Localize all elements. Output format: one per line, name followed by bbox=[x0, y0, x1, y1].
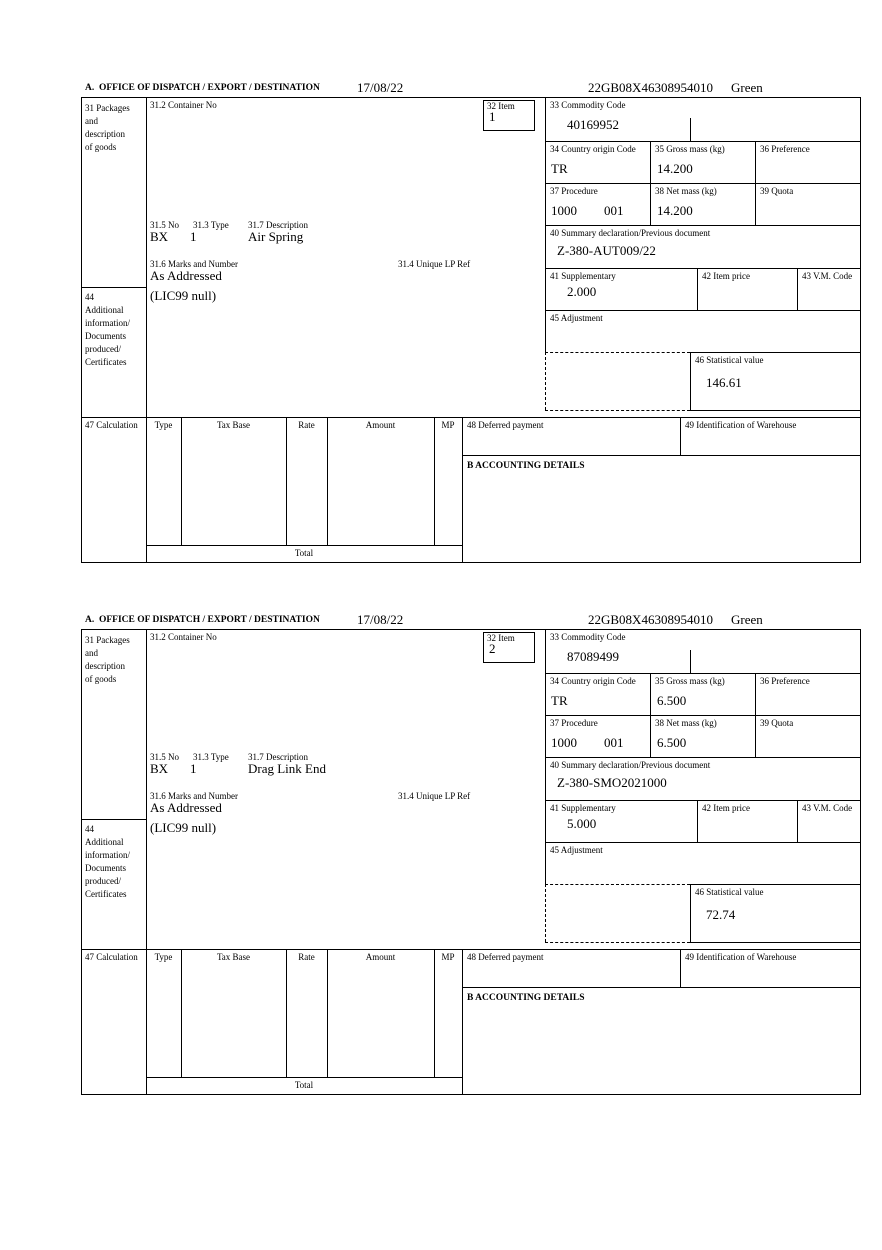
total-row-label: Total bbox=[294, 548, 314, 558]
grid-line bbox=[286, 417, 287, 545]
form-outline bbox=[81, 97, 861, 563]
item-price-label: 42 Item price bbox=[702, 803, 750, 813]
country-origin-value: TR bbox=[551, 161, 568, 176]
gross-mass-label: 35 Gross mass (kg) bbox=[655, 144, 725, 154]
grid-line bbox=[545, 268, 861, 269]
item-number-label: 32 Item bbox=[487, 101, 515, 111]
office-of-dispatch-heading: A. OFFICE OF DISPATCH / EXPORT / DESTINATION bbox=[85, 83, 320, 93]
additional-info-label-line: information/ bbox=[85, 318, 130, 328]
rate-column-header: Rate bbox=[298, 952, 315, 962]
packages-label-line: and bbox=[85, 116, 98, 126]
packages-label-line: of goods bbox=[85, 142, 117, 152]
grid-line bbox=[690, 884, 691, 942]
deferred-payment-label: 48 Deferred payment bbox=[467, 952, 544, 962]
additional-info-label-line: Certificates bbox=[85, 889, 127, 899]
grid-line bbox=[327, 949, 328, 1077]
gross-mass-label: 35 Gross mass (kg) bbox=[655, 676, 725, 686]
country-origin-value: TR bbox=[551, 693, 568, 708]
grid-line bbox=[545, 800, 861, 801]
additional-info-label-line: Certificates bbox=[85, 357, 127, 367]
item-price-label: 42 Item price bbox=[702, 271, 750, 281]
commodity-code-value: 40169952 bbox=[567, 117, 619, 132]
procedure-label: 37 Procedure bbox=[550, 186, 598, 196]
total-row-label: Total bbox=[294, 1080, 314, 1090]
grid-line bbox=[81, 287, 146, 288]
quota-label: 39 Quota bbox=[760, 718, 794, 728]
grid-line bbox=[545, 673, 861, 674]
marks-label: 31.6 Marks and Number bbox=[150, 259, 238, 269]
goods-description-value: Air Spring bbox=[248, 229, 304, 244]
accounting-details-heading: B ACCOUNTING DETAILS bbox=[467, 993, 585, 1003]
grid-line bbox=[462, 987, 861, 988]
package-type-value: 1 bbox=[190, 229, 197, 244]
package-type-value: 1 bbox=[190, 761, 197, 776]
package-no-label: 31.5 No bbox=[150, 220, 179, 230]
goods-description-value: Drag Link End bbox=[248, 761, 326, 776]
grid-line bbox=[545, 310, 861, 311]
country-origin-label: 34 Country origin Code bbox=[550, 676, 636, 686]
calculation-label: 47 Calculation bbox=[85, 420, 138, 430]
supplementary-value: 5.000 bbox=[567, 816, 597, 831]
supplementary-label: 41 Supplementary bbox=[550, 271, 616, 281]
grid-line bbox=[545, 183, 861, 184]
packages-label-line: and bbox=[85, 648, 98, 658]
packages-label-line: of goods bbox=[85, 674, 117, 684]
grid-line bbox=[690, 352, 691, 410]
procedure-extra-value: 001 bbox=[604, 735, 624, 750]
grid-line bbox=[181, 949, 182, 1077]
package-type-label: 31.3 Type bbox=[193, 752, 229, 762]
tax-base-column-header: Tax Base bbox=[216, 952, 251, 962]
grid-line bbox=[690, 884, 861, 885]
unique-lp-ref-label: 31.4 Unique LP Ref bbox=[398, 791, 471, 801]
net-mass-value: 6.500 bbox=[657, 735, 687, 750]
packages-label-line: description bbox=[85, 129, 125, 139]
amount-column-header: Amount bbox=[365, 420, 396, 430]
grid-line bbox=[146, 629, 147, 1095]
net-mass-label: 38 Net mass (kg) bbox=[655, 718, 717, 728]
mrn-value: 22GB08X46308954010 bbox=[588, 612, 713, 627]
additional-info-label-line: 44 bbox=[85, 292, 94, 302]
grid-line bbox=[697, 268, 698, 310]
accounting-details-heading: B ACCOUNTING DETAILS bbox=[467, 461, 585, 471]
dashed-grid-line bbox=[545, 410, 690, 411]
additional-info-value: (LIC99 null) bbox=[150, 288, 217, 303]
additional-info-label-line: Documents bbox=[85, 863, 126, 873]
gross-mass-value: 6.500 bbox=[657, 693, 687, 708]
procedure-value: 1000 bbox=[551, 203, 577, 218]
supplementary-value: 2.000 bbox=[567, 284, 597, 299]
package-type-label: 31.3 Type bbox=[193, 220, 229, 230]
country-origin-label: 34 Country origin Code bbox=[550, 144, 636, 154]
date-value: 17/08/22 bbox=[357, 612, 404, 627]
grid-line bbox=[697, 800, 698, 842]
dashed-grid-line bbox=[545, 352, 546, 410]
packages-label-line: 31 Packages bbox=[85, 103, 130, 113]
mp-column-header: MP bbox=[441, 420, 455, 430]
container-no-label: 31.2 Container No bbox=[150, 632, 217, 642]
marks-label: 31.6 Marks and Number bbox=[150, 791, 238, 801]
previous-document-label: 40 Summary declaration/Previous document bbox=[550, 760, 711, 770]
dashed-grid-line bbox=[545, 884, 546, 942]
grid-line bbox=[434, 949, 435, 1077]
grid-line bbox=[690, 118, 691, 141]
grid-line bbox=[327, 417, 328, 545]
warehouse-id-label: 49 Identification of Warehouse bbox=[685, 952, 797, 962]
dashed-grid-line bbox=[545, 352, 690, 353]
preference-label: 36 Preference bbox=[760, 676, 810, 686]
calculation-label: 47 Calculation bbox=[85, 952, 138, 962]
dashed-grid-line bbox=[545, 884, 690, 885]
commodity-code-label: 33 Commodity Code bbox=[550, 100, 626, 110]
grid-line bbox=[797, 268, 798, 310]
item-number-value: 1 bbox=[489, 109, 496, 124]
grid-line bbox=[690, 942, 861, 943]
additional-info-label-line: Documents bbox=[85, 331, 126, 341]
vm-code-label: 43 V.M. Code bbox=[802, 271, 853, 281]
mrn-value: 22GB08X46308954010 bbox=[588, 80, 713, 95]
marks-value: As Addressed bbox=[150, 268, 222, 283]
additional-info-value: (LIC99 null) bbox=[150, 820, 217, 835]
grid-line bbox=[797, 800, 798, 842]
grid-line bbox=[680, 417, 681, 455]
route-status-value: Green bbox=[731, 612, 763, 627]
grid-line bbox=[680, 949, 681, 987]
grid-line bbox=[286, 949, 287, 1077]
procedure-value: 1000 bbox=[551, 735, 577, 750]
tax-type-column-header: Type bbox=[154, 420, 173, 430]
package-no-value: BX bbox=[150, 229, 169, 244]
additional-info-label-line: information/ bbox=[85, 850, 130, 860]
grid-line bbox=[81, 819, 146, 820]
grid-line bbox=[181, 417, 182, 545]
gross-mass-value: 14.200 bbox=[657, 161, 693, 176]
grid-line bbox=[146, 545, 462, 546]
previous-document-label: 40 Summary declaration/Previous document bbox=[550, 228, 711, 238]
office-of-dispatch-heading: A. OFFICE OF DISPATCH / EXPORT / DESTINATION bbox=[85, 615, 320, 625]
tax-base-column-header: Tax Base bbox=[216, 420, 251, 430]
route-status-value: Green bbox=[731, 80, 763, 95]
package-no-value: BX bbox=[150, 761, 169, 776]
form-outline bbox=[81, 629, 861, 1095]
item-number-value: 2 bbox=[489, 641, 496, 656]
additional-info-label-line: produced/ bbox=[85, 344, 121, 354]
marks-value: As Addressed bbox=[150, 800, 222, 815]
package-no-label: 31.5 No bbox=[150, 752, 179, 762]
grid-line bbox=[690, 650, 691, 673]
amount-column-header: Amount bbox=[365, 952, 396, 962]
additional-info-label-line: Additional bbox=[85, 305, 124, 315]
adjustment-label: 45 Adjustment bbox=[550, 313, 603, 323]
unique-lp-ref-label: 31.4 Unique LP Ref bbox=[398, 259, 471, 269]
grid-line bbox=[545, 225, 861, 226]
container-no-label: 31.2 Container No bbox=[150, 100, 217, 110]
declaration-item-section bbox=[0, 612, 882, 1102]
quota-label: 39 Quota bbox=[760, 186, 794, 196]
date-value: 17/08/22 bbox=[357, 80, 404, 95]
additional-info-label-line: 44 bbox=[85, 824, 94, 834]
supplementary-label: 41 Supplementary bbox=[550, 803, 616, 813]
warehouse-id-label: 49 Identification of Warehouse bbox=[685, 420, 797, 430]
grid-line bbox=[462, 949, 463, 1095]
mp-column-header: MP bbox=[441, 952, 455, 962]
adjustment-label: 45 Adjustment bbox=[550, 845, 603, 855]
grid-line bbox=[434, 417, 435, 545]
packages-label-line: 31 Packages bbox=[85, 635, 130, 645]
statistical-value-label: 46 Statistical value bbox=[695, 355, 764, 365]
grid-line bbox=[545, 842, 861, 843]
net-mass-label: 38 Net mass (kg) bbox=[655, 186, 717, 196]
declaration-item-section bbox=[0, 80, 882, 570]
item-number-label: 32 Item bbox=[487, 633, 515, 643]
grid-line bbox=[81, 417, 861, 418]
goods-description-label: 31.7 Description bbox=[248, 752, 308, 762]
statistical-value-value: 146.61 bbox=[706, 375, 742, 390]
dashed-grid-line bbox=[545, 942, 690, 943]
grid-line bbox=[545, 141, 861, 142]
grid-line bbox=[545, 757, 861, 758]
vm-code-label: 43 V.M. Code bbox=[802, 803, 853, 813]
goods-description-label: 31.7 Description bbox=[248, 220, 308, 230]
additional-info-label-line: produced/ bbox=[85, 876, 121, 886]
procedure-label: 37 Procedure bbox=[550, 718, 598, 728]
grid-line bbox=[545, 715, 861, 716]
grid-line bbox=[146, 97, 147, 563]
rate-column-header: Rate bbox=[298, 420, 315, 430]
statistical-value-value: 72.74 bbox=[706, 907, 736, 922]
deferred-payment-label: 48 Deferred payment bbox=[467, 420, 544, 430]
preference-label: 36 Preference bbox=[760, 144, 810, 154]
procedure-extra-value: 001 bbox=[604, 203, 624, 218]
previous-document-value: Z-380-AUT009/22 bbox=[557, 243, 656, 258]
commodity-code-value: 87089499 bbox=[567, 649, 619, 664]
previous-document-value: Z-380-SMO2021000 bbox=[557, 775, 667, 790]
grid-line bbox=[462, 455, 861, 456]
grid-line bbox=[146, 1077, 462, 1078]
grid-line bbox=[690, 410, 861, 411]
statistical-value-label: 46 Statistical value bbox=[695, 887, 764, 897]
grid-line bbox=[690, 352, 861, 353]
grid-line bbox=[462, 417, 463, 563]
additional-info-label-line: Additional bbox=[85, 837, 124, 847]
grid-line bbox=[81, 949, 861, 950]
commodity-code-label: 33 Commodity Code bbox=[550, 632, 626, 642]
packages-label-line: description bbox=[85, 661, 125, 671]
tax-type-column-header: Type bbox=[154, 952, 173, 962]
net-mass-value: 14.200 bbox=[657, 203, 693, 218]
